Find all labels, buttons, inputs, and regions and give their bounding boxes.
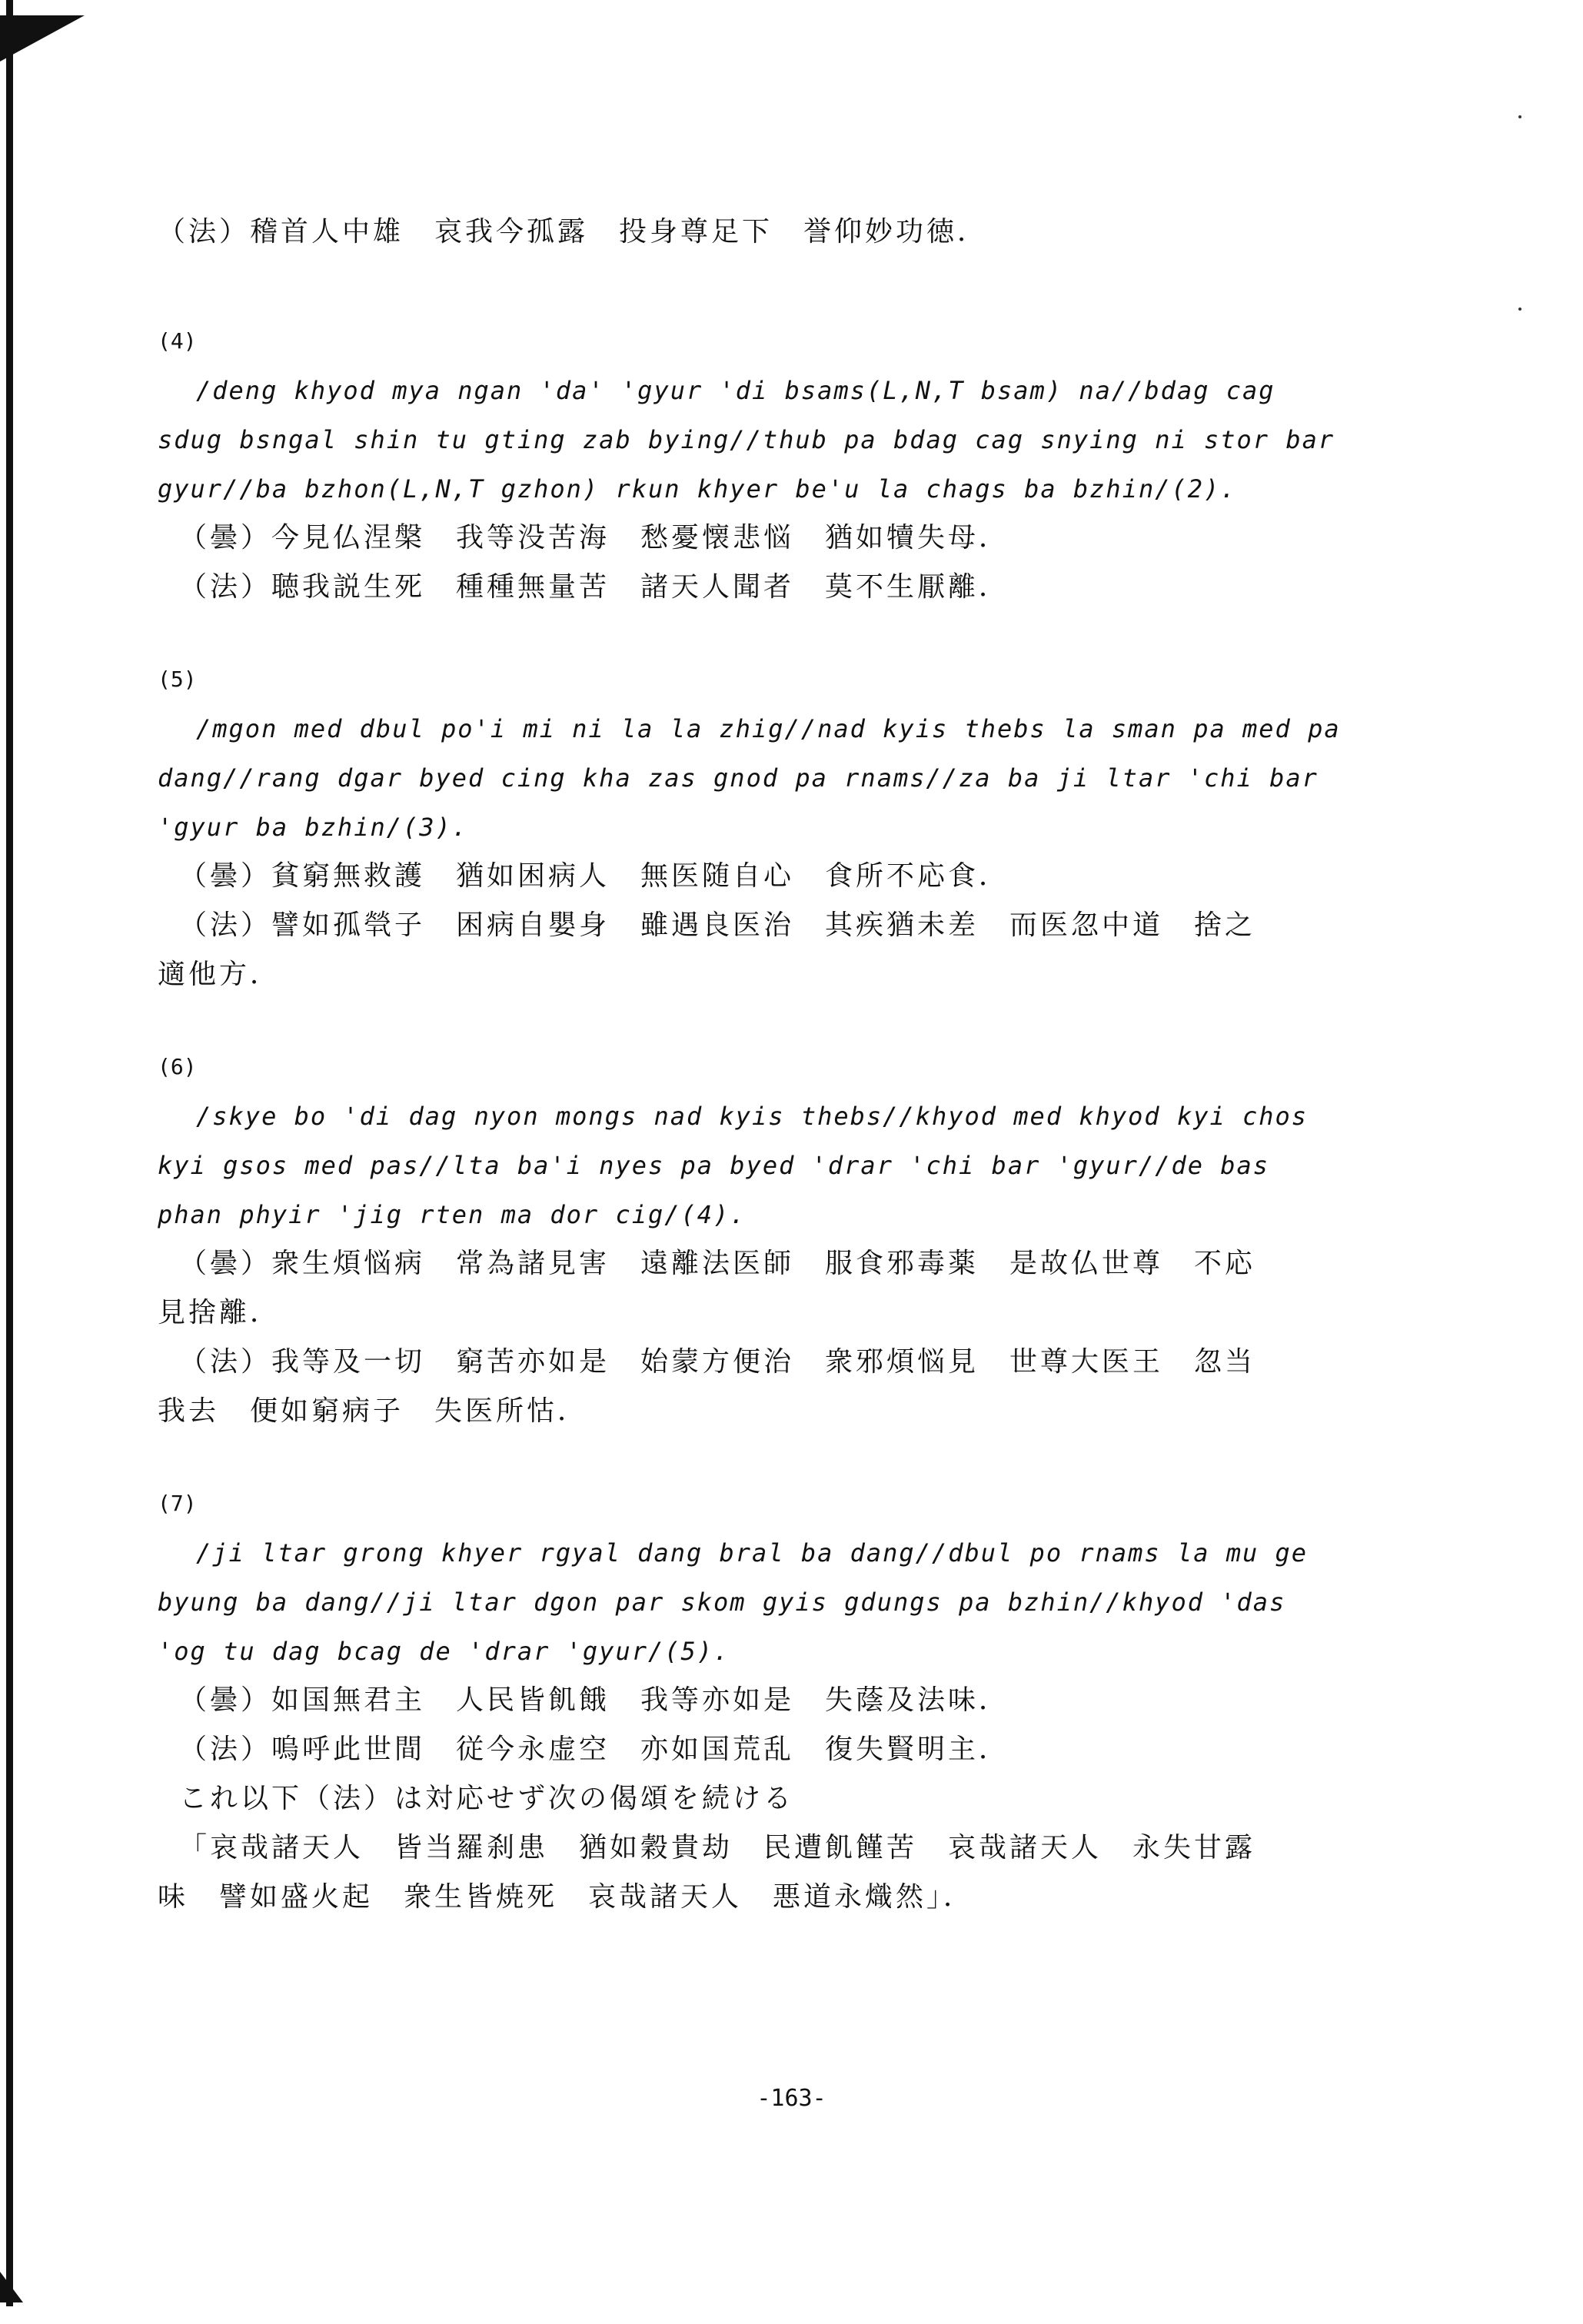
translation-line: （曇）貧窮無救護 猶如困病人 無医随自心 食所不応食． [179,860,1010,892]
tibetan-line: gyur//ba bzhon(L,N,T gzhon) rkun khyer be'u la chags ba bzhin/(2). [158,474,1237,504]
translation-line: （法）嗚呼此世間 従今永虚空 亦如国荒乱 復失賢明主． [179,1734,1010,1765]
verse-line: 味 譬如盛火起 衆生皆焼死 哀哉諸天人 悪道永熾然」． [158,1881,975,1913]
tibetan-line: 'og tu dag bcag de 'drar 'gyur/(5). [158,1637,730,1666]
scan-speck [1518,115,1521,118]
verse-line: 「哀哉諸天人 皆当羅刹患 猶如穀貴劫 民遭飢饉苦 哀哉諸天人 永失甘露 [179,1832,1256,1864]
binding-edge [6,0,13,2306]
tibetan-line: dang//rang dgar byed cing kha zas gnod pa rnams//za ba ji ltar 'chi bar [158,763,1319,793]
section-6 [158,1042,1357,1436]
section-number: (6) [158,1054,197,1079]
tibetan-line: /skye bo 'di dag nyon mongs nad kyis thebs//khyod med khyod kyi chos [196,1102,1309,1131]
tibetan-line: byung ba dang//ji ltar dgon par skom gyis gdungs pa bzhin//khyod 'das [158,1588,1286,1617]
tibetan-line: /mgon med dbul po'i mi ni la la zhig//nad kyis thebs la sman pa med pa [196,714,1341,743]
section-number: (5) [158,667,197,692]
translation-line: （法）譬如孤煢子 困病自嬰身 雖遇良医治 其疾猶未差 而医忽中道 捨之 [179,909,1256,941]
tibetan-line: /ji ltar grong khyer rgyal dang bral ba dang//dbul po rnams la mu ge [196,1538,1309,1568]
tibetan-line: 'gyur ba bzhin/(3). [158,813,469,842]
section-5 [158,655,1357,999]
section-4 [158,317,1357,612]
binding-corner-top [0,15,85,62]
section-7 [158,1479,1357,1922]
binding-corner-bottom [0,2272,23,2302]
intro-line: （法）稽首人中雄 哀我今孤露 投身尊足下 誉仰妙功徳． [158,216,989,248]
translation-line: （曇）今見仏涅槃 我等没苦海 愁憂懐悲悩 猶如犢失母． [179,522,1010,554]
tibetan-line: kyi gsos med pas//lta ba'i nyes pa byed 'drar 'chi bar 'gyur//de bas [158,1151,1270,1180]
tibetan-line: sdug bsngal shin tu gting zab bying//thub pa bdag cag snying ni stor bar [158,425,1335,454]
translation-line: 見捨離． [158,1297,281,1328]
section-number: (7) [158,1491,197,1516]
page-number: -163- [757,2085,826,2112]
translation-line: （法）我等及一切 窮苦亦如是 始蒙方便治 衆邪煩悩見 世尊大医王 忽当 [179,1346,1256,1378]
translation-line: （法）聴我説生死 種種無量苦 諸天人聞者 莫不生厭離． [179,571,1010,603]
page-body [158,208,1357,1922]
note-line: これ以下（法）は対応せず次の偈頌を続ける [179,1783,795,1814]
translation-line: 適他方． [158,959,281,990]
tibetan-line: /deng khyod mya ngan 'da' 'gyur 'di bsams(L,N,T bsam) na//bdag cag [196,376,1275,405]
scan-speck [1518,308,1521,311]
translation-line: 我去 便如窮病子 失医所怙． [158,1395,589,1427]
section-number: (4) [158,328,197,354]
translation-line: （曇）如国無君主 人民皆飢餓 我等亦如是 失蔭及法味． [179,1684,1010,1716]
translation-line: （曇）衆生煩悩病 常為諸見害 遠離法医師 服食邪毒薬 是故仏世尊 不応 [179,1248,1256,1279]
tibetan-line: phan phyir 'jig rten ma dor cig/(4). [158,1200,747,1229]
